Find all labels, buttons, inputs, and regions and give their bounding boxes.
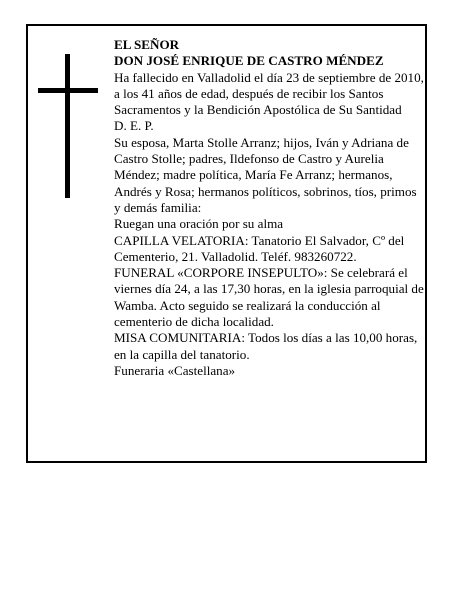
prayer-request: Ruegan una oración por su alma (114, 216, 284, 232)
dep-line: D. E. P. (114, 118, 154, 134)
death-notice: Ha fallecido en Valladolid el día 23 de septiembre de 2010, a los 41 años de edad, después de recibir los Santos Sacramentos y la Bendición Apostólica de Su Santidad (114, 69, 424, 118)
family-list: Su esposa, Marta Stolle Arranz; hijos, Iván y Adriana de Castro Stolle; padres, Ildefonso de Castro y Aurelia Méndez; madre política, María Fe Arranz; hermanos, Andrés y Rosa; hermanos políticos, sobrinos, tíos, primos y demás familia: (114, 134, 417, 215)
cross-horizontal-bar (38, 88, 98, 93)
obituary-text (114, 37, 424, 379)
funeral-home: Funeraria «Castellana» (114, 362, 236, 378)
cross-icon (38, 54, 98, 198)
mass-info: MISA COMUNITARIA: Todos los días a las 10,00 horas, en la capilla del tanatorio. (114, 330, 418, 362)
funeral-info: FUNERAL «CORPORE INSEPULTO»: Se celebrará el viernes día 24, a las 17,30 horas, en la iglesia parroquial de Wamba. Acto seguido se realizará la conducción al cementerio de dicha localidad. (114, 265, 424, 330)
deceased-name: DON JOSÉ ENRIQUE DE CASTRO MÉNDEZ (114, 53, 384, 69)
chapel-info: CAPILLA VELATORIA: Tanatorio El Salvador, Cº del Cementerio, 21. Valladolid. Teléf. 983260722. (114, 232, 405, 264)
cross-vertical-bar (65, 54, 70, 198)
title-line: EL SEÑOR (114, 37, 180, 52)
